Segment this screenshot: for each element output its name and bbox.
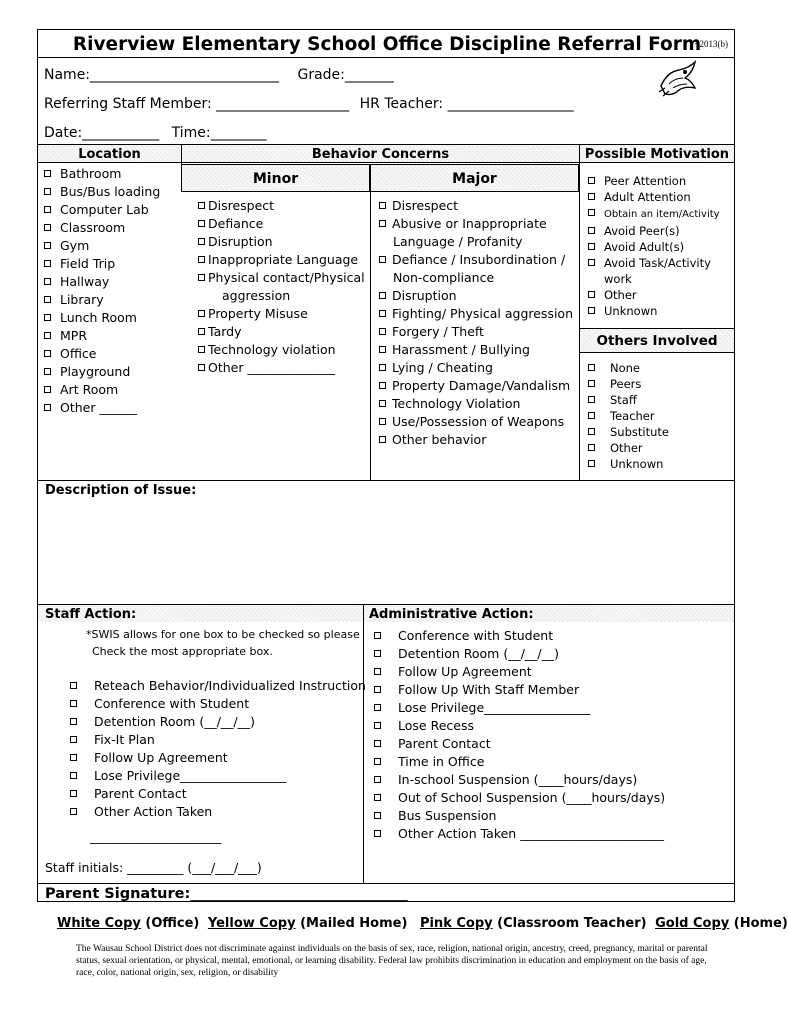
divider (579, 144, 580, 480)
major-behavior-label: Harassment / Bullying (392, 342, 530, 357)
location-label: Office (60, 346, 97, 361)
location-item[interactable] (44, 219, 160, 237)
checkbox-icon[interactable] (588, 444, 595, 451)
gold-copy-dest: (Home) (733, 916, 788, 931)
minor-behavior-label: Property Misuse (208, 306, 308, 321)
motivation-label: work (604, 272, 632, 286)
form-title: Riverview Elementary School Office Discipline Referral Form (72, 34, 702, 55)
location-label: Art Room (60, 382, 119, 397)
major-behavior-item[interactable] (379, 197, 573, 215)
checkbox-icon[interactable] (44, 260, 51, 267)
checkbox-icon[interactable] (198, 238, 205, 245)
major-behavior-label: Technology Violation (392, 396, 521, 411)
location-item[interactable] (44, 363, 160, 381)
motivation-label: Other (604, 288, 637, 302)
checkbox-icon[interactable] (44, 368, 51, 375)
others-header: Others Involved (596, 333, 718, 349)
admin-action-label: In-school Suspension (____hours/days) (398, 772, 638, 787)
checkbox-icon[interactable] (588, 396, 595, 403)
checkbox-icon[interactable] (588, 380, 595, 387)
pink-copy-dest: (Classroom Teacher) (497, 916, 647, 931)
major-header: Major (452, 171, 497, 187)
admin-action-label: Follow Up With Staff Member (398, 682, 580, 697)
checkbox-icon[interactable] (379, 292, 386, 299)
checkbox-icon[interactable] (379, 310, 386, 317)
motivation-label: Avoid Peer(s) (604, 224, 680, 238)
divider (38, 480, 734, 481)
admin-action-item[interactable] (374, 663, 665, 681)
checkbox-icon[interactable] (198, 202, 205, 209)
others-list (588, 360, 669, 472)
others-involved-item[interactable] (588, 408, 669, 424)
yellow-copy: Yellow Copy (207, 916, 296, 931)
checkbox-icon[interactable] (588, 460, 595, 467)
checkbox-icon[interactable] (70, 754, 77, 761)
divider (38, 162, 734, 163)
location-label: Other ______ (60, 400, 137, 415)
checkbox-icon[interactable] (374, 668, 381, 675)
location-label: Playground (60, 364, 131, 379)
description-area[interactable] (38, 500, 734, 604)
checkbox-icon[interactable] (374, 812, 381, 819)
staff-action-item[interactable] (70, 785, 366, 803)
checkbox-icon[interactable] (588, 209, 595, 216)
location-item[interactable] (44, 399, 160, 417)
checkbox-icon[interactable] (198, 346, 205, 353)
motivation-item[interactable] (588, 239, 720, 255)
major-behavior-label: Defiance / Insubordination / (392, 252, 566, 267)
checkbox-icon[interactable] (374, 758, 381, 765)
checkbox-icon[interactable] (198, 310, 205, 317)
checkbox-icon[interactable] (379, 346, 386, 353)
minor-behavior-item[interactable] (198, 269, 365, 287)
date-label: Date:___________ (44, 125, 160, 141)
checkbox-icon[interactable] (588, 307, 595, 314)
checkbox-icon[interactable] (374, 830, 381, 837)
checkbox-icon[interactable] (44, 278, 51, 285)
admin-action-item[interactable] (374, 735, 665, 753)
admin-action-item[interactable] (374, 825, 665, 843)
others-involved-item[interactable] (588, 392, 669, 408)
motivation-list (588, 173, 720, 319)
location-label: Hallway (60, 274, 110, 289)
admin-action-item[interactable] (374, 807, 665, 825)
staff-action-item[interactable] (70, 677, 366, 695)
admin-action-label: Lose Recess (398, 718, 474, 733)
staff-action-label: Staff Action: (45, 607, 137, 622)
nondiscrimination-statement: The Wausau School District does not discriminate against individuals on the basis of sex, race, religion, national origin, ancestry, creed, pregnancy, marital or parental status, sexual orientation, or physical, mental, emotional, or learning disability. Federal law prohibits discrimination in education and employment on the basis of age, race, color, national origin, sex, religion, or disability (76, 944, 708, 978)
minor-behavior-item[interactable] (198, 251, 365, 269)
minor-behavior-item (198, 287, 365, 305)
motivation-label: Adult Attention (604, 190, 691, 204)
checkbox-icon[interactable] (588, 259, 595, 266)
checkbox-icon[interactable] (588, 428, 595, 435)
admin-action-item[interactable] (374, 699, 665, 717)
staff-action-item[interactable] (70, 767, 366, 785)
motivation-item[interactable] (588, 205, 720, 223)
checkbox-icon[interactable] (588, 364, 595, 371)
checkbox-icon[interactable] (379, 382, 386, 389)
location-item[interactable] (44, 273, 160, 291)
swis-note-2: Check the most appropriate box. (92, 645, 273, 658)
checkbox-icon[interactable] (379, 256, 386, 263)
location-label: Lunch Room (60, 310, 137, 325)
staff-action-label: Lose Privilege_________________ (94, 768, 287, 783)
admin-action-item[interactable] (374, 717, 665, 735)
checkbox-icon[interactable] (374, 650, 381, 657)
checkbox-icon[interactable] (198, 364, 205, 371)
major-behavior-label: Use/Possession of Weapons (392, 414, 565, 429)
location-item[interactable] (44, 327, 160, 345)
major-behavior-label: Other behavior (392, 432, 487, 447)
motivation-header: Possible Motivation (584, 147, 730, 162)
admin-action-label: Conference with Student (398, 628, 554, 643)
checkbox-icon[interactable] (588, 193, 595, 200)
motivation-item[interactable] (588, 223, 720, 239)
major-behavior-label: Disruption (392, 288, 457, 303)
checkbox-icon[interactable] (44, 170, 51, 177)
checkbox-icon[interactable] (44, 188, 51, 195)
admin-action-label: Time in Office (398, 754, 485, 769)
checkbox-icon[interactable] (44, 350, 51, 357)
minor-behavior-label: aggression (222, 288, 291, 303)
location-label: Computer Lab (60, 202, 149, 217)
admin-action-label: Bus Suspension (398, 808, 497, 823)
checkbox-icon[interactable] (379, 202, 386, 209)
checkbox-icon[interactable] (374, 722, 381, 729)
motivation-label: Unknown (604, 304, 658, 318)
checkbox-icon[interactable] (374, 632, 381, 639)
checkbox-icon[interactable] (70, 790, 77, 797)
admin-action-label: Out of School Suspension (____hours/days) (398, 790, 666, 805)
major-behavior-label: Fighting/ Physical aggression (392, 306, 573, 321)
major-behavior-item (379, 269, 573, 287)
checkbox-icon[interactable] (588, 227, 595, 234)
major-behavior-item[interactable] (379, 359, 573, 377)
others-involved-item[interactable] (588, 360, 669, 376)
checkbox-icon[interactable] (374, 794, 381, 801)
checkbox-icon[interactable] (44, 224, 51, 231)
white-copy-dest: (Office) (145, 916, 200, 931)
major-behavior-item (379, 233, 573, 251)
minor-behavior-list (198, 197, 365, 377)
staff-action-label: Follow Up Agreement (94, 750, 228, 765)
checkbox-icon[interactable] (198, 274, 205, 281)
minor-behavior-label: Other ______________ (208, 360, 335, 375)
major-behavior-item[interactable] (379, 215, 573, 233)
checkbox-icon[interactable] (374, 704, 381, 711)
staff-action-label: Fix-It Plan (94, 732, 155, 747)
admin-action-item[interactable] (374, 627, 665, 645)
admin-action-item[interactable] (374, 645, 665, 663)
minor-behavior-label: Physical contact/Physical (208, 270, 365, 285)
divider (370, 192, 371, 480)
motivation-label: Obtain an item/Activity (604, 209, 720, 220)
checkbox-icon[interactable] (70, 682, 77, 689)
minor-behavior-item[interactable] (198, 305, 365, 323)
others-involved-label: Other (610, 441, 643, 455)
checkbox-icon[interactable] (588, 177, 595, 184)
major-behavior-label: Disrespect (392, 198, 459, 213)
minor-behavior-label: Tardy (208, 324, 242, 339)
checkbox-icon[interactable] (70, 736, 77, 743)
others-involved-item[interactable] (588, 424, 669, 440)
location-item[interactable] (44, 381, 160, 399)
motivation-label: Avoid Task/Activity (604, 256, 711, 270)
checkbox-icon[interactable] (374, 686, 381, 693)
checkbox-icon[interactable] (374, 776, 381, 783)
motivation-label: Avoid Adult(s) (604, 240, 685, 254)
location-label: Field Trip (60, 256, 116, 271)
major-behavior-item[interactable] (379, 395, 573, 413)
others-involved-item[interactable] (588, 456, 669, 472)
location-item[interactable] (44, 345, 160, 363)
minor-behavior-label: Technology violation (208, 342, 336, 357)
checkbox-icon[interactable] (198, 328, 205, 335)
minor-behavior-item[interactable] (198, 233, 365, 251)
time-label: Time:________ (171, 125, 267, 141)
others-involved-item[interactable] (588, 440, 669, 456)
admin-action-label: Lose Privilege_________________ (398, 700, 591, 715)
major-behavior-label: Language / Profanity (393, 234, 523, 249)
major-behavior-item[interactable] (379, 431, 573, 449)
motivation-item[interactable] (588, 303, 720, 319)
minor-behavior-item[interactable] (198, 359, 365, 377)
admin-action-list (374, 627, 665, 843)
minor-behavior-item[interactable] (198, 323, 365, 341)
major-behavior-item[interactable] (379, 323, 573, 341)
major-behavior-item[interactable] (379, 287, 573, 305)
checkbox-icon[interactable] (44, 386, 51, 393)
checkbox-icon[interactable] (379, 400, 386, 407)
staff-action-label: Other Action Taken (94, 804, 213, 819)
checkbox-icon[interactable] (70, 700, 77, 707)
checkbox-icon[interactable] (588, 412, 595, 419)
motivation-item[interactable] (588, 287, 720, 303)
gold-copy: Gold Copy (655, 916, 730, 931)
checkbox-icon[interactable] (44, 314, 51, 321)
checkbox-icon[interactable] (379, 436, 386, 443)
major-behavior-label: Lying / Cheating (392, 360, 493, 375)
location-header: Location (78, 147, 141, 162)
staff-initials[interactable]: Staff initials: _________ (___/___/___) (45, 860, 262, 875)
staff-action-label: Parent Contact (94, 786, 187, 801)
mascot-logo (655, 58, 699, 98)
others-involved-label: Unknown (610, 457, 664, 471)
checkbox-icon[interactable] (379, 418, 386, 425)
staff-action-item[interactable] (70, 749, 366, 767)
location-label: Bathroom (60, 166, 122, 181)
checkbox-icon[interactable] (374, 740, 381, 747)
others-involved-label: Peers (610, 377, 642, 391)
divider (38, 57, 734, 58)
name-label: Name:___________________________ (44, 67, 280, 83)
admin-action-label: Parent Contact (398, 736, 491, 751)
motivation-item[interactable] (588, 255, 720, 271)
yellow-copy-dest: (Mailed Home) (300, 916, 408, 931)
checkbox-icon[interactable] (44, 404, 51, 411)
staff-action-label: Conference with Student (94, 696, 250, 711)
location-item[interactable] (44, 183, 160, 201)
major-behavior-label: Abusive or Inappropriate (392, 216, 547, 231)
location-label: Classroom (60, 220, 126, 235)
admin-action-label: Administrative Action: (369, 607, 534, 622)
divider (38, 883, 734, 884)
location-label: Bus/Bus loading (60, 184, 161, 199)
checkbox-icon[interactable] (44, 206, 51, 213)
swis-note: *SWIS allows for one box to be checked so please (86, 628, 360, 641)
motivation-item[interactable] (588, 173, 720, 189)
minor-behavior-label: Disruption (208, 234, 273, 249)
checkbox-icon[interactable] (44, 332, 51, 339)
major-behavior-label: Forgery / Theft (392, 324, 484, 339)
checkbox-icon[interactable] (70, 808, 77, 815)
motivation-label: Peer Attention (604, 174, 687, 188)
checkbox-icon[interactable] (198, 256, 205, 263)
checkbox-icon[interactable] (70, 718, 77, 725)
location-label: MPR (60, 328, 88, 343)
admin-action-item[interactable] (374, 681, 665, 699)
major-behavior-label: Non-compliance (393, 270, 495, 285)
checkbox-icon[interactable] (198, 220, 205, 227)
divider (579, 352, 734, 353)
others-involved-label: None (610, 361, 641, 375)
admin-action-item[interactable] (374, 771, 665, 789)
motivation-item (588, 271, 720, 287)
divider (181, 144, 182, 164)
checkbox-icon[interactable] (379, 364, 386, 371)
motivation-item[interactable] (588, 189, 720, 205)
pink-copy: Pink Copy (419, 916, 493, 931)
staff-action-label: Reteach Behavior/Individualized Instruction (94, 678, 366, 693)
staff-action-item[interactable] (70, 731, 366, 749)
admin-action-item[interactable] (374, 789, 665, 807)
copies-line (57, 916, 788, 931)
form-version: ~2013(b) (694, 39, 728, 49)
staff-action-item[interactable] (70, 803, 366, 821)
major-behavior-item[interactable] (379, 305, 573, 323)
staff-label: Referring Staff Member: ___________________ (44, 96, 350, 112)
admin-action-item[interactable] (374, 753, 665, 771)
location-label: Library (60, 292, 104, 307)
checkbox-icon[interactable] (588, 243, 595, 250)
grade-label: Grade:_______ (297, 67, 394, 83)
minor-behavior-item[interactable] (198, 197, 365, 215)
location-item[interactable] (44, 237, 160, 255)
checkbox-icon[interactable] (588, 291, 595, 298)
others-involved-label: Staff (610, 393, 637, 407)
others-involved-label: Teacher (610, 409, 655, 423)
minor-behavior-item[interactable] (198, 215, 365, 233)
location-item[interactable] (44, 255, 160, 273)
checkbox-icon[interactable] (379, 220, 386, 227)
location-item[interactable] (44, 165, 160, 183)
checkbox-icon[interactable] (70, 772, 77, 779)
major-behavior-item[interactable] (379, 413, 573, 431)
location-label: Gym (60, 238, 90, 253)
staff-field[interactable] (44, 96, 574, 112)
minor-header: Minor (252, 171, 299, 187)
checkbox-icon[interactable] (44, 296, 51, 303)
white-copy: White Copy (57, 916, 141, 931)
location-item[interactable] (44, 309, 160, 327)
minor-behavior-label: Disrespect (208, 198, 275, 213)
staff-action-item[interactable] (70, 713, 366, 731)
minor-behavior-label: Inappropriate Language (208, 252, 359, 267)
admin-action-label: Detention Room (__/__/__) (398, 646, 559, 661)
description-label: Description of Issue: (45, 483, 197, 498)
parent-signature[interactable]: Parent Signature:______________________________ (45, 886, 408, 902)
major-behavior-list (379, 197, 573, 449)
major-behavior-item[interactable] (379, 377, 573, 395)
staff-action-item[interactable] (70, 695, 366, 713)
staff-action-label: Detention Room (__/__/__) (94, 714, 255, 729)
name-field[interactable] (44, 67, 394, 83)
location-item[interactable] (44, 291, 160, 309)
others-involved-item[interactable] (588, 376, 669, 392)
checkbox-icon[interactable] (44, 242, 51, 249)
major-behavior-item[interactable] (379, 251, 573, 269)
location-item[interactable] (44, 201, 160, 219)
hr-teacher-label: HR Teacher: __________________ (359, 96, 574, 112)
staff-action-list (70, 677, 366, 821)
minor-behavior-item[interactable] (198, 341, 365, 359)
checkbox-icon[interactable] (379, 328, 386, 335)
behavior-header: Behavior Concerns (311, 147, 450, 162)
date-field[interactable] (44, 125, 267, 141)
major-behavior-label: Property Damage/Vandalism (392, 378, 571, 393)
major-behavior-item[interactable] (379, 341, 573, 359)
admin-action-label: Other Action Taken _______________________ (398, 826, 664, 841)
referral-form (37, 29, 735, 902)
location-list (44, 165, 160, 417)
others-involved-label: Substitute (610, 425, 669, 439)
other-action-blank[interactable]: _____________________ (90, 829, 222, 844)
minor-behavior-label: Defiance (208, 216, 264, 231)
admin-action-label: Follow Up Agreement (398, 664, 532, 679)
